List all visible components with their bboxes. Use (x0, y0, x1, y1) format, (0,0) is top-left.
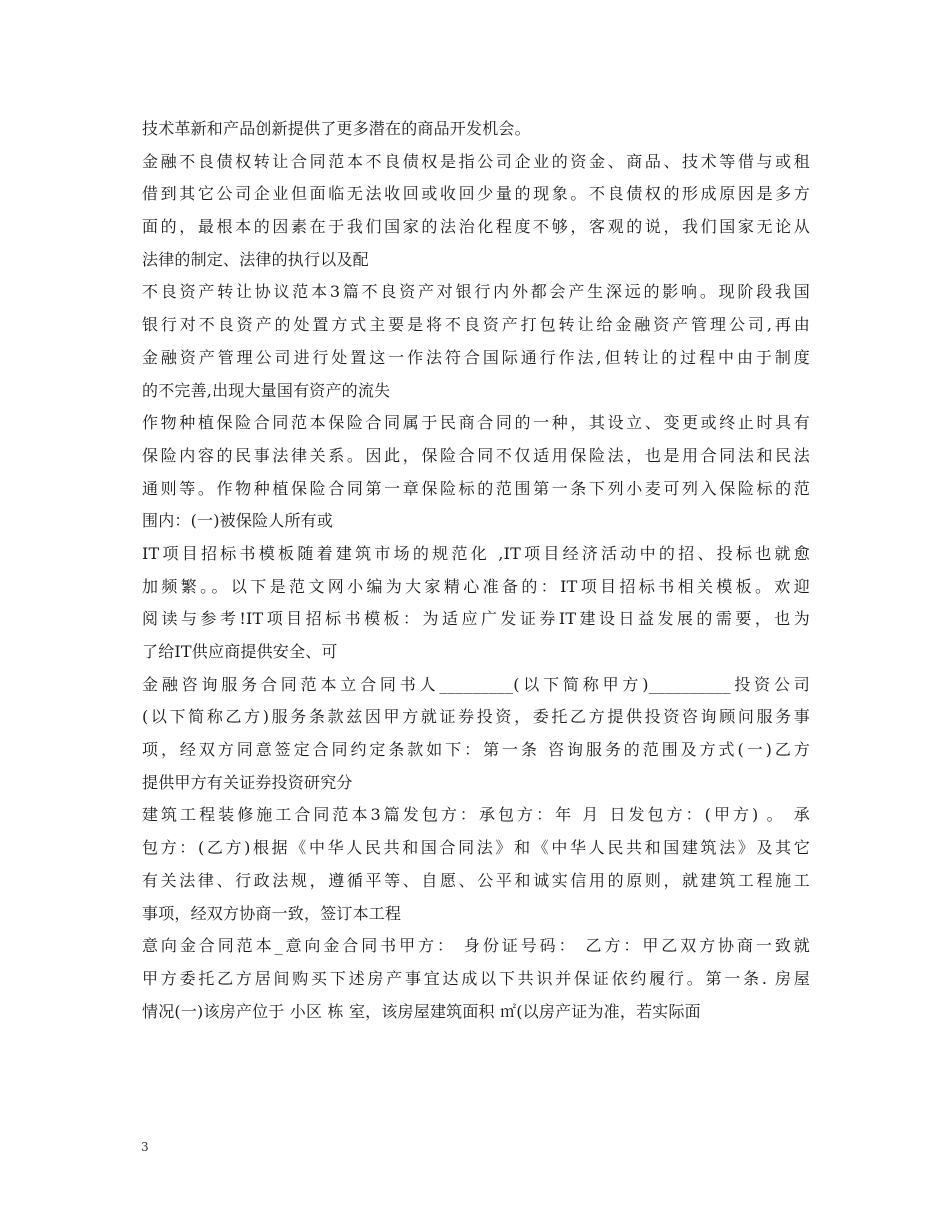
text-line: 围内：(一)被保险人所有或 (142, 511, 334, 531)
text-line: 包方：(乙方)根据《中华人民共和国合同法》和《中华人民共和国建筑法》及其它 (142, 838, 810, 858)
text-line: 通则等。作物种植保险合同第一章保险标的范围第一条下列小麦可列入保险标的范 (142, 478, 810, 498)
text-line: (以下简称乙方)服务条款兹因甲方就证券投资，委托乙方提供投资咨询顾问服务事 (142, 707, 810, 727)
text-line: IT项目招标书模板随着建筑市场的规范化 ,IT项目经济活动中的招、投标也就愈 (142, 543, 810, 563)
text-line: 的不完善,出现大量国有资产的流失 (142, 380, 391, 400)
paragraph (142, 930, 810, 1028)
text-line: 阅读与参考!IT项目招标书模板：为适应广发证券IT建设日益发展的需要，也为 (142, 609, 810, 629)
text-line: 建筑工程装修施工合同范本3篇发包方：承包方：年 月 日发包方：(甲方) 。 承 (142, 805, 810, 825)
text-line: 了给IT供应商提供安全、可 (142, 642, 338, 661)
text-line: 加频繁。。以下是范文网小编为大家精心准备的：IT项目招标书相关模板。欢迎 (142, 576, 810, 596)
text-line: 面的，最根本的因素在于我们国家的法治化程度不够，客观的说，我们国家无论从 (142, 217, 810, 237)
paragraph (142, 276, 810, 407)
text-line: 借到其它公司企业但面临无法收回或收回少量的现象。不良债权的形成原因是多方 (142, 184, 810, 204)
text-line: 法律的制定、法律的执行以及配 (142, 249, 369, 269)
text-line: 作物种植保险合同范本保险合同属于民商合同的一种，其设立、变更或终止时具有 (142, 413, 810, 433)
text-line: 技术革新和产品创新提供了更多潜在的商品开发机会。 (142, 119, 531, 138)
paragraph (142, 538, 810, 669)
text-line: 金融不良债权转让合同范本不良债权是指公司企业的资金、商品、技术等借与或租 (142, 151, 810, 171)
text-line: 银行对不良资产的处置方式主要是将不良资产打包转让给金融资产管理公司,再由 (142, 315, 810, 335)
paragraph (142, 113, 810, 146)
paragraph (142, 669, 810, 800)
text-line: 事项，经双方协商一致，签订本工程 (142, 903, 402, 923)
text-line: 不良资产转让协议范本3篇不良资产对银行内外都会产生深远的影响。现阶段我国 (142, 282, 810, 302)
text-line: 金融咨询服务合同范本立合同书人_________(以下简称甲方)__________投资公司 (142, 674, 810, 694)
text-line: 保险内容的民事法律关系。因此，保险合同不仅适用保险法，也是用合同法和民法 (142, 445, 810, 465)
page-number: 3 (141, 1140, 149, 1154)
text-line: 金融资产管理公司进行处置这一作法符合国际通行作法,但转让的过程中由于制度 (142, 347, 810, 367)
paragraph (142, 407, 810, 538)
paragraph (142, 799, 810, 930)
text-line: 项，经双方同意签定合同约定条款如下：第一条 咨询服务的范围及方式(一)乙方 (142, 740, 810, 760)
text-line: 情况(一)该房产位于 小区 栋 室，该房屋建筑面积 ㎡(以房产证为准，若实际面 (142, 1001, 701, 1021)
text-line: 甲方委托乙方居间购买下述房产事宜达成以下共识并保证依约履行。第一条. 房屋 (142, 968, 810, 988)
paragraph (142, 146, 810, 277)
document-body (142, 113, 810, 1028)
text-line: 有关法律、行政法规，遵循平等、自愿、公平和诚实信用的原则，就建筑工程施工 (142, 870, 810, 890)
text-line: 提供甲方有关证券投资研究分 (142, 772, 353, 792)
text-line: 意向金合同范本_意向金合同书甲方： 身份证号码： 乙方：甲乙双方协商一致就 (142, 936, 810, 956)
